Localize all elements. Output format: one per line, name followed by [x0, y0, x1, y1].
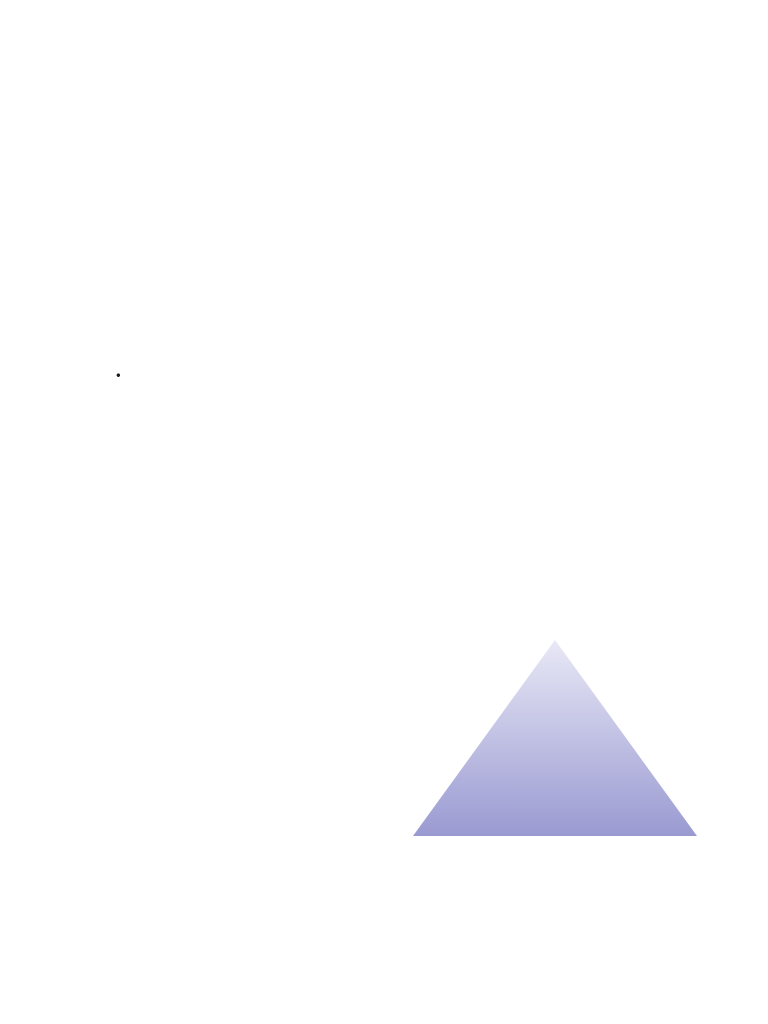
bloom-taxonomy-figure	[355, 636, 700, 836]
bloom-pyramid-svg	[355, 636, 700, 836]
pyramid-shape	[413, 640, 697, 836]
